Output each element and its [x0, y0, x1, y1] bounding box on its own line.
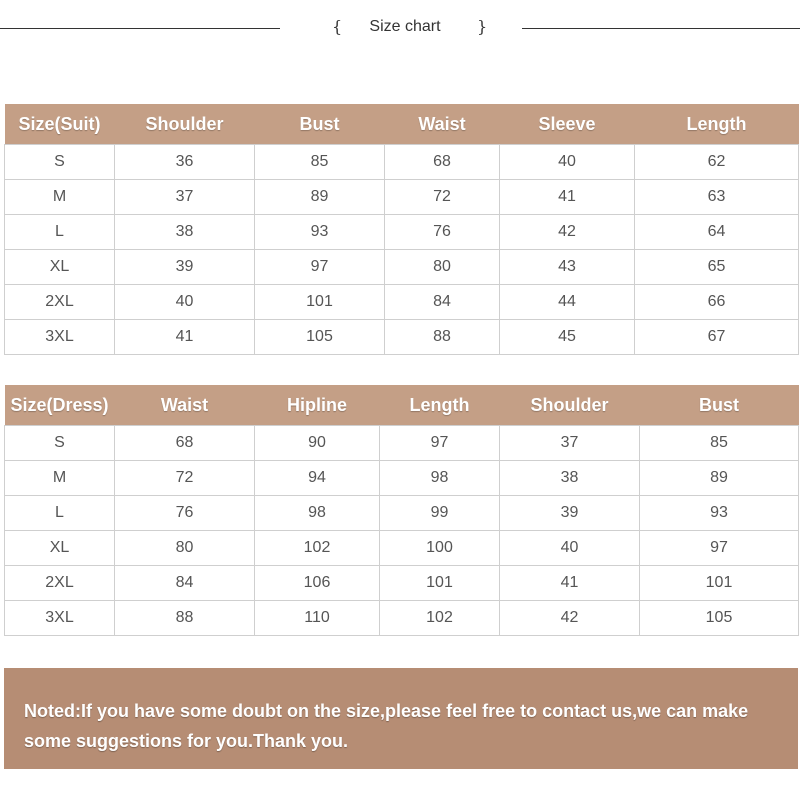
table-cell: 40 [500, 531, 640, 566]
table-cell: 63 [635, 180, 799, 215]
table-cell: 97 [255, 250, 385, 285]
table-cell: 62 [635, 145, 799, 180]
table-row [5, 250, 799, 285]
table-cell: 65 [635, 250, 799, 285]
table-cell: 42 [500, 215, 635, 250]
table-cell: 85 [640, 426, 799, 461]
page-title: Size chart [369, 18, 441, 35]
table-cell: 85 [255, 145, 385, 180]
table-cell: 99 [380, 496, 500, 531]
table-cell: XL [5, 250, 115, 285]
table-cell: 2XL [5, 566, 115, 601]
table-cell: 105 [640, 601, 799, 636]
table-row [5, 566, 799, 601]
table-row [5, 180, 799, 215]
table-cell: 98 [255, 496, 380, 531]
table-cell: 40 [500, 145, 635, 180]
table-row [5, 531, 799, 566]
table-cell: 37 [500, 426, 640, 461]
table-cell: 45 [500, 320, 635, 355]
table-row [5, 426, 799, 461]
table-cell: 76 [115, 496, 255, 531]
table-row [5, 461, 799, 496]
column-header-waist: Waist [115, 385, 255, 426]
header-brace-right: } [477, 17, 488, 36]
table-cell: 38 [500, 461, 640, 496]
header-divider-left [0, 28, 280, 29]
table-cell: 84 [385, 285, 500, 320]
column-header-sleeve: Sleeve [500, 104, 635, 145]
table-header-row [5, 104, 799, 145]
size-chart-header [0, 0, 800, 60]
table-cell: 101 [255, 285, 385, 320]
table-cell: 89 [640, 461, 799, 496]
table-cell: 72 [385, 180, 500, 215]
table-cell: 80 [385, 250, 500, 285]
table-cell: S [5, 426, 115, 461]
table-cell: 36 [115, 145, 255, 180]
table-cell: 101 [640, 566, 799, 601]
table-cell: 3XL [5, 320, 115, 355]
table-cell: 101 [380, 566, 500, 601]
table-cell: 68 [115, 426, 255, 461]
table-cell: 90 [255, 426, 380, 461]
table-cell: 97 [380, 426, 500, 461]
table-cell: 44 [500, 285, 635, 320]
column-header-size: Size(Suit) [5, 104, 115, 145]
header-brace-left: { [332, 17, 343, 36]
table-cell: 41 [500, 566, 640, 601]
table-cell: 98 [380, 461, 500, 496]
column-header-shoulder: Shoulder [500, 385, 640, 426]
table-cell: 67 [635, 320, 799, 355]
table-cell: L [5, 496, 115, 531]
table-cell: 40 [115, 285, 255, 320]
column-header-size: Size(Dress) [5, 385, 115, 426]
table-row [5, 320, 799, 355]
table-cell: 88 [115, 601, 255, 636]
table-cell: 39 [115, 250, 255, 285]
table-row [5, 496, 799, 531]
table-cell: 68 [385, 145, 500, 180]
table-cell: 80 [115, 531, 255, 566]
table-cell: XL [5, 531, 115, 566]
column-header-shoulder: Shoulder [115, 104, 255, 145]
table-cell: 100 [380, 531, 500, 566]
table-cell: 97 [640, 531, 799, 566]
table-cell: 42 [500, 601, 640, 636]
table-cell: 94 [255, 461, 380, 496]
dress-size-table [4, 385, 799, 636]
table-cell: 39 [500, 496, 640, 531]
table-row [5, 145, 799, 180]
table-cell: 110 [255, 601, 380, 636]
column-header-bust: Bust [255, 104, 385, 145]
column-header-length: Length [635, 104, 799, 145]
table-cell: M [5, 180, 115, 215]
table-header-row [5, 385, 799, 426]
column-header-bust: Bust [640, 385, 799, 426]
table-cell: 105 [255, 320, 385, 355]
table-cell: 93 [255, 215, 385, 250]
table-cell: 43 [500, 250, 635, 285]
table-row [5, 285, 799, 320]
header-divider-right [522, 28, 800, 29]
table-cell: 41 [115, 320, 255, 355]
table-cell: M [5, 461, 115, 496]
table-cell: 106 [255, 566, 380, 601]
table-row [5, 601, 799, 636]
column-header-waist: Waist [385, 104, 500, 145]
table-cell: 64 [635, 215, 799, 250]
table-cell: 41 [500, 180, 635, 215]
column-header-length: Length [380, 385, 500, 426]
table-cell: 84 [115, 566, 255, 601]
table-cell: 89 [255, 180, 385, 215]
table-cell: 3XL [5, 601, 115, 636]
table-cell: 93 [640, 496, 799, 531]
suit-size-table [4, 104, 799, 355]
table-cell: 88 [385, 320, 500, 355]
column-header-hipline: Hipline [255, 385, 380, 426]
table-cell: 72 [115, 461, 255, 496]
table-cell: 2XL [5, 285, 115, 320]
table-cell: S [5, 145, 115, 180]
size-note-text: Noted:If you have some doubt on the size,please feel free to contact us,we can make some suggestions for you.Thank you. [24, 701, 749, 751]
table-cell: 37 [115, 180, 255, 215]
size-note-banner [4, 668, 798, 769]
table-cell: 76 [385, 215, 500, 250]
table-cell: 38 [115, 215, 255, 250]
table-cell: 102 [380, 601, 500, 636]
table-row [5, 215, 799, 250]
table-cell: L [5, 215, 115, 250]
table-cell: 66 [635, 285, 799, 320]
table-cell: 102 [255, 531, 380, 566]
